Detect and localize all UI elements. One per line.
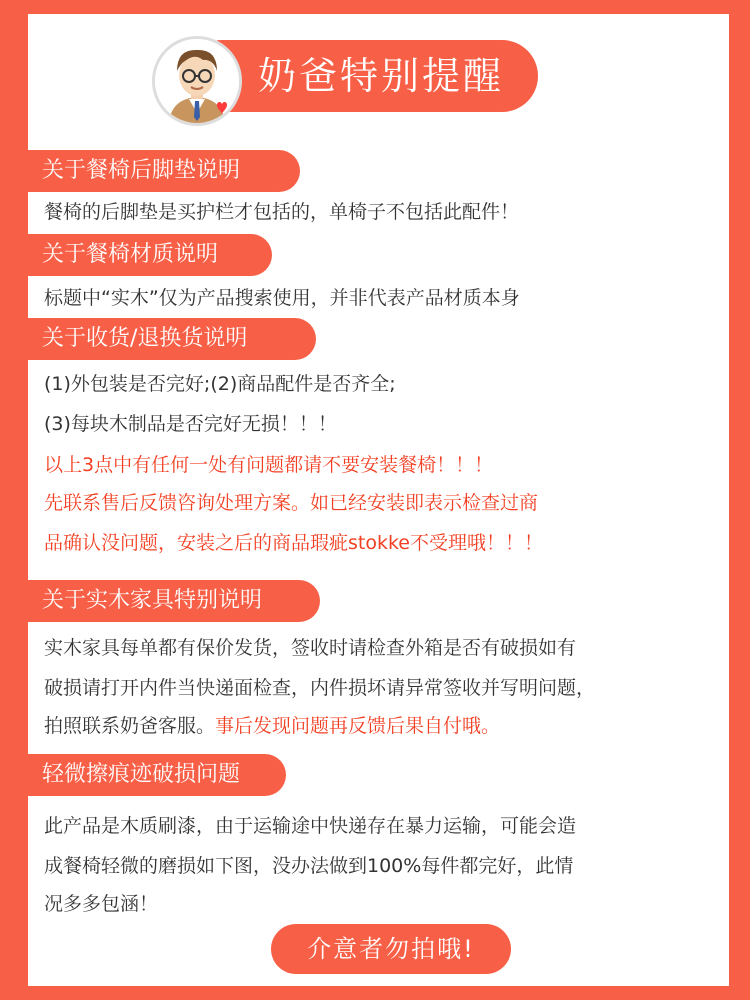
material-note: 标题中“实木”仅为产品搜索使用，并非代表产品材质本身	[44, 287, 520, 309]
dad-avatar-icon	[152, 36, 242, 126]
return-check-2: (3)每块木制品是否完好无损！！！	[44, 413, 337, 435]
section-tag-return: 关于收货/退换货说明	[28, 318, 316, 360]
return-warning-3: 品确认没问题，安装之后的商品瑕疵stokke不受理哦！！！	[44, 532, 543, 554]
wood-note-3	[44, 712, 500, 740]
footer-label: 介意者勿拍哦!	[307, 935, 475, 963]
section-tag-material: 关于餐椅材质说明	[28, 234, 272, 276]
wood-note-warning: 事后发现问题再反馈后果自付哦。	[215, 715, 501, 737]
return-check-1: (1)外包装是否完好;(2)商品配件是否齐全;	[44, 373, 396, 395]
wood-note-2: 破损请打开内件当快递面检查，内件损坏请异常签收并写明问题，	[44, 677, 596, 699]
scratch-note-1: 此产品是木质刷漆，由于运输途中快递存在暴力运输，可能会造	[44, 815, 577, 837]
header-title: 奶爸特别提醒	[258, 54, 505, 98]
section-tag-footpad: 关于餐椅后脚垫说明	[28, 150, 300, 192]
section-tag-wood: 关于实木家具特别说明	[28, 580, 320, 622]
return-warning-2: 先联系售后反馈咨询处理方案。如已经安装即表示检查过商	[44, 492, 539, 514]
section-tag-scratch: 轻微擦痕迹破损问题	[28, 754, 286, 796]
wood-note-1: 实木家具每单都有保价发货，签收时请检查外箱是否有破损如有	[44, 637, 577, 659]
scratch-note-3: 况多多包涵！	[44, 893, 159, 915]
wood-note-3-text: 拍照联系奶爸客服。	[44, 715, 216, 737]
footpad-note: 餐椅的后脚垫是买护栏才包括的，单椅子不包括此配件！	[44, 201, 520, 223]
return-warning-1: 以上3点中有任何一处有问题都请不要安装餐椅！！！	[44, 454, 494, 476]
scratch-note-2: 成餐椅轻微的磨损如下图，没办法做到100%每件都完好，此情	[44, 855, 574, 877]
